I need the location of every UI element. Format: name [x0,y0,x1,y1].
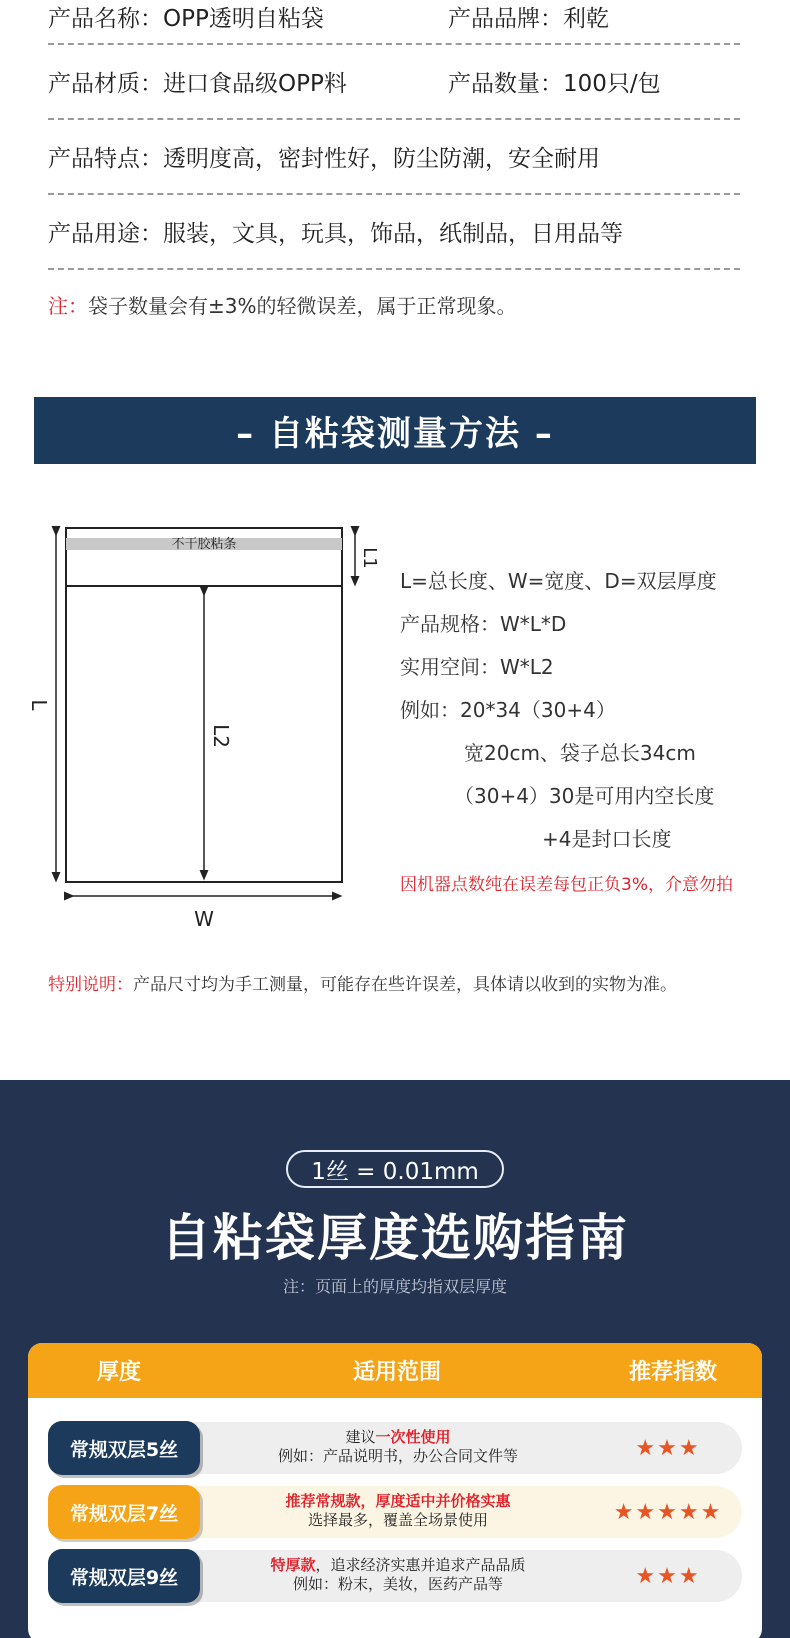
machine-warning: 因机器点数纯在误差每包正负3%，介意勿拍 [400,875,733,895]
guide-note: 注：页面上的厚度均指双层厚度 [282,1277,507,1296]
usage-desc [208,1556,588,1594]
usage-desc [208,1428,588,1466]
info-row [48,45,740,120]
banner-title: – 自粘袋测量方法 – [236,414,554,454]
spec-line: 产品规格：W*L*D [400,612,567,636]
header-thickness: 厚度 [96,1360,141,1385]
product-features: 产品特点：透明度高，密封性好，防尘防潮，安全耐用 [48,146,600,172]
rating-stars: ★★★ [635,1563,701,1589]
label-w: W [194,907,214,931]
product-name: 产品名称：OPP透明自粘袋 [48,6,324,32]
table-header [28,1343,762,1398]
guide-title: 自粘袋厚度选购指南 [161,1209,629,1267]
usage-highlight: 推荐常规款，厚度适中并价格实惠 [285,1492,511,1510]
spec-line: 宽20cm、袋子总长34cm [464,741,696,765]
usage-example: 选择最多，覆盖全场景使用 [307,1511,488,1529]
header-rating: 推荐指数 [628,1360,717,1385]
special-text: 产品尺寸均为手工测量，可能存在些许误差，具体请以收到的实物为准。 [133,975,677,995]
spec-line: （30+4）30是可用内空长度 [454,784,715,808]
usage-highlight: 特厚款 [270,1556,316,1574]
product-quantity: 产品数量：100只/包 [448,71,661,97]
special-label: 特别说明： [48,975,133,995]
usage-desc [208,1492,588,1530]
strip-label: 不干胶粘条 [171,537,237,552]
product-brand: 产品品牌：利乾 [448,6,609,32]
usage-example: 例如：产品说明书，办公合同文件等 [277,1447,518,1465]
info-row [48,0,740,45]
spec-line: 例如：20*34（30+4） [400,698,616,722]
usage-example: 例如：粉末，美妆，医药产品等 [292,1575,503,1593]
spec-line: 实用空间：W*L2 [400,655,554,679]
rating-stars: ★★★ [635,1435,701,1461]
usage-text: ，追求经济实惠并追求产品品质 [315,1556,526,1574]
product-material: 产品材质：进口食品级OPP料 [48,71,347,97]
rating-stars: ★★★★★ [613,1499,723,1525]
thickness-tag: 常规双层7丝 [48,1485,200,1539]
spec-line: +4是封口长度 [542,827,672,851]
info-row [48,195,740,270]
label-l1: L1 [359,547,380,569]
note-text: 袋子数量会有±3%的轻微误差，属于正常现象。 [88,294,517,318]
spec-line: L=总长度、W=宽度、D=双层厚度 [400,569,717,593]
thickness-guide [0,1080,790,1638]
usage-highlight: 一次性使用 [375,1428,451,1446]
info-row [48,120,740,195]
header-usage: 适用范围 [352,1360,441,1385]
product-usage: 产品用途：服装，文具，玩具，饰品，纸制品，日用品等 [48,221,623,247]
label-l2: L2 [209,724,233,748]
special-note [48,970,677,995]
unit-pill: 1丝 = 0.01mm [286,1150,504,1188]
label-l: L [27,699,51,711]
usage-text: 建议 [345,1428,376,1446]
note-label: 注： [48,294,88,318]
table-row [48,1422,742,1474]
quantity-note [48,290,740,319]
measure-banner [34,397,756,464]
product-info [48,0,740,319]
thickness-table [28,1343,762,1638]
table-row [48,1486,742,1538]
table-row [48,1550,742,1602]
thickness-tag: 常规双层5丝 [48,1421,200,1475]
thickness-tag: 常规双层9丝 [48,1549,200,1603]
measurement-diagram [0,490,790,960]
